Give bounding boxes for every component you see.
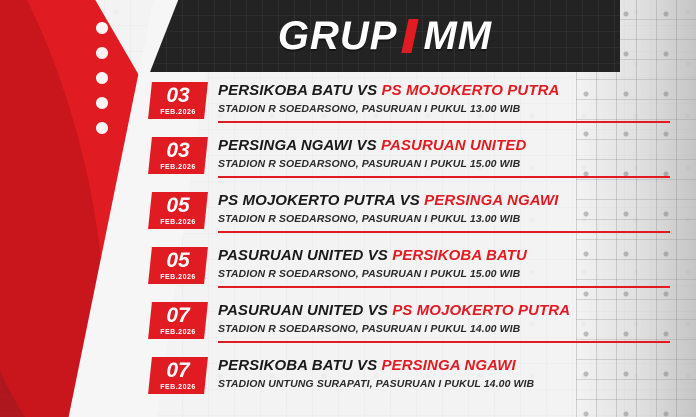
- dot: [96, 22, 108, 34]
- match-date-month: FEB.2026: [160, 329, 196, 336]
- match-list: [150, 82, 670, 412]
- match-row: [150, 82, 670, 136]
- match-info: [218, 82, 670, 123]
- vs-label: VS: [367, 247, 388, 264]
- match-venue: STADION R SOEDARSONO, PASURUAN I PUKUL 14.00 WIB: [218, 322, 521, 335]
- match-date-chip: [148, 137, 208, 174]
- home-team: PERSIKOBA BATU: [218, 357, 353, 374]
- dot-column: [96, 22, 114, 147]
- vs-label: VS: [367, 302, 388, 319]
- away-team: PS MOJOKERTO PUTRA: [381, 82, 560, 99]
- match-divider: [218, 341, 670, 343]
- match-venue: STADION R SOEDARSONO, PASURUAN I PUKUL 13.00 WIB: [218, 102, 521, 115]
- match-teams: [218, 358, 670, 375]
- away-team: PERSINGA NGAWI: [424, 192, 559, 209]
- match-row: [150, 302, 670, 356]
- match-date-chip: [148, 192, 208, 229]
- match-divider: [218, 231, 670, 233]
- home-team: PERSIKOBA BATU: [218, 82, 353, 99]
- vs-label: VS: [399, 192, 420, 209]
- match-venue: STADION UNTUNG SURAPATI, PASURUAN I PUKUL 14.00 WIB: [218, 377, 535, 390]
- match-date-day: 07: [166, 304, 190, 327]
- match-teams: [218, 303, 670, 320]
- home-team: PASURUAN UNITED: [218, 302, 364, 319]
- match-date-month: FEB.2026: [160, 384, 196, 391]
- match-date-month: FEB.2026: [160, 219, 196, 226]
- vs-label: VS: [357, 357, 378, 374]
- home-team: PS MOJOKERTO PUTRA: [218, 192, 396, 209]
- match-info: [218, 137, 670, 178]
- vs-label: VS: [356, 137, 377, 154]
- match-date-month: FEB.2026: [160, 274, 196, 281]
- match-info: [218, 357, 670, 390]
- dot: [96, 97, 108, 109]
- match-divider: [218, 121, 670, 123]
- home-team: PASURUAN UNITED: [218, 247, 364, 264]
- match-row: [150, 247, 670, 301]
- match-date-chip: [148, 82, 208, 119]
- match-divider: [218, 286, 670, 288]
- match-teams: [218, 138, 670, 155]
- match-date-day: 05: [166, 194, 190, 217]
- match-info: [218, 302, 670, 343]
- dot: [96, 72, 108, 84]
- match-date-chip: [148, 302, 208, 339]
- title-text-left: GRUP: [277, 14, 398, 58]
- away-team: PERSINGA NGAWI: [381, 357, 516, 374]
- match-date-day: 05: [166, 249, 190, 272]
- match-info: [218, 192, 670, 233]
- dot: [96, 47, 108, 59]
- away-team: PERSIKOBA BATU: [392, 247, 527, 264]
- match-row: [150, 192, 670, 246]
- match-date-chip: [148, 247, 208, 284]
- match-date-month: FEB.2026: [160, 109, 196, 116]
- dot: [96, 122, 108, 134]
- match-teams: [218, 248, 670, 265]
- match-venue: STADION R SOEDARSONO, PASURUAN I PUKUL 13.00 WIB: [218, 212, 521, 225]
- match-venue: STADION R SOEDARSONO, PASURUAN I PUKUL 15.00 WIB: [218, 267, 521, 280]
- match-venue: STADION R SOEDARSONO, PASURUAN I PUKUL 15.00 WIB: [218, 157, 521, 170]
- title-text-right: MM: [423, 14, 493, 58]
- match-date-chip: [148, 357, 208, 394]
- vs-label: VS: [357, 82, 378, 99]
- match-row: [150, 357, 670, 411]
- away-team: PASURUAN UNITED: [380, 137, 527, 154]
- match-divider: [218, 176, 670, 178]
- home-team: PERSINGA NGAWI: [218, 137, 353, 154]
- poster-title: [150, 8, 620, 64]
- match-info: [218, 247, 670, 288]
- match-date-day: 03: [166, 84, 190, 107]
- title-accent-bar: [402, 19, 419, 53]
- match-date-month: FEB.2026: [160, 164, 196, 171]
- match-teams: [218, 83, 670, 100]
- match-date-day: 07: [166, 359, 190, 382]
- match-teams: [218, 193, 670, 210]
- match-date-day: 03: [166, 139, 190, 162]
- away-team: PS MOJOKERTO PUTRA: [392, 302, 571, 319]
- match-row: [150, 137, 670, 191]
